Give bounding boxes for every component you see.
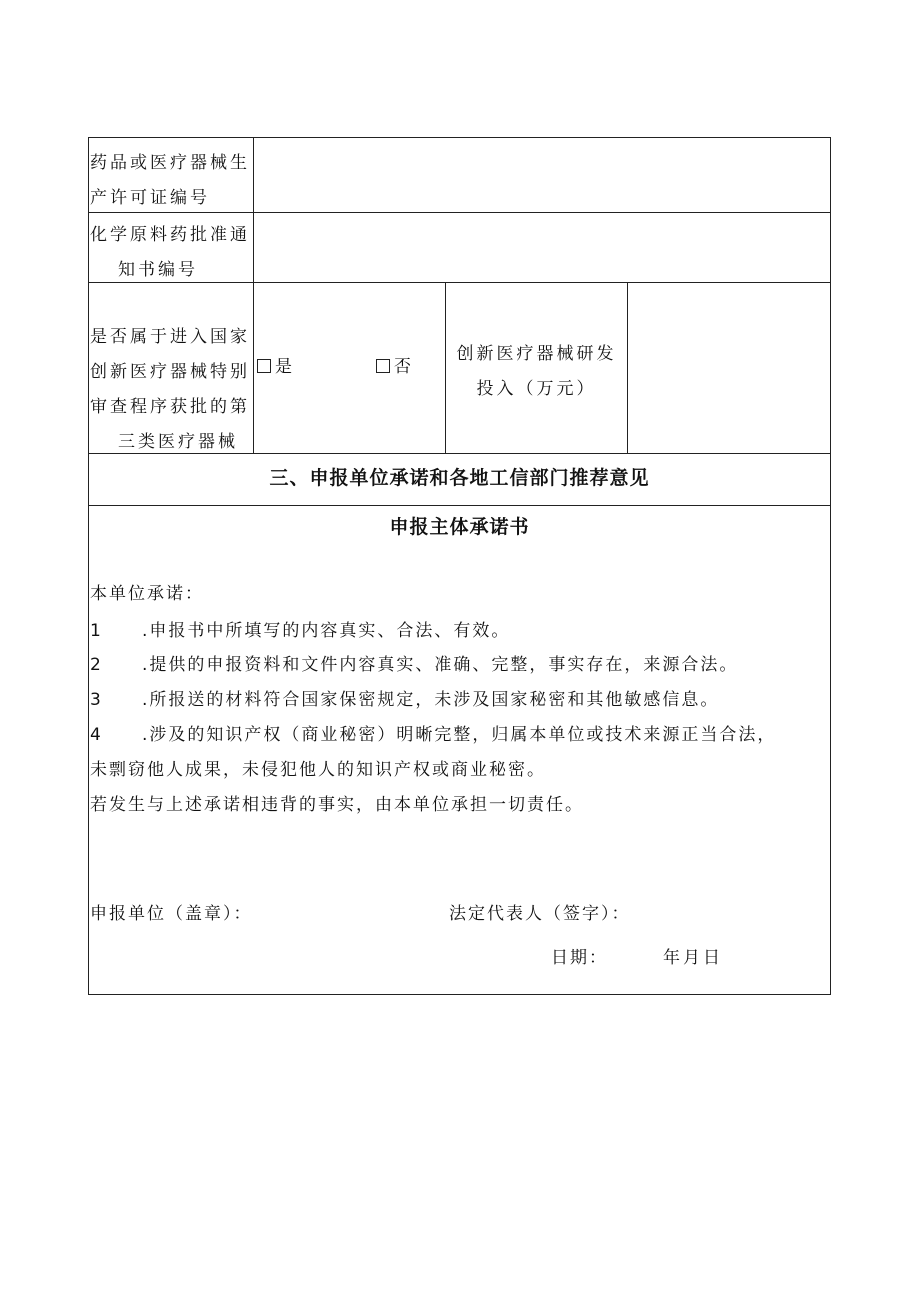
api-approval-value[interactable]: [254, 213, 830, 282]
license-number-value[interactable]: [254, 138, 830, 212]
option-yes[interactable]: 是: [257, 350, 294, 385]
option-no[interactable]: 否: [376, 350, 413, 385]
seal-label: 申报单位（盖章）：: [90, 904, 253, 924]
date-label: 日期：: [551, 948, 608, 968]
item-text: .所报送的材料符合国家保密规定，未涉及国家秘密和其他敏感信息。: [142, 690, 720, 710]
section-title: 三、申报单位承诺和各地工信部门推荐意见: [269, 467, 650, 489]
date-units: 年月日: [663, 948, 723, 968]
commitment-closing: 若发生与上述承诺相违背的事实，由本单位承担一切责任。: [90, 795, 584, 815]
item-text: .申报书中所填写的内容真实、合法、有效。: [142, 621, 511, 641]
item-text: .涉及的知识产权（商业秘密）明晰完整，归属本单位或技术来源正当合法，: [142, 725, 777, 745]
item-text: .提供的申报资料和文件内容真实、准确、完整，事实存在，来源合法。: [142, 655, 739, 675]
checkbox-icon[interactable]: [376, 359, 390, 373]
commitment-intro: 本单位承诺：: [90, 584, 204, 604]
checkbox-icon[interactable]: [257, 359, 271, 373]
legal-rep-label: 法定代表人（签字）：: [449, 904, 631, 924]
item-number: 2: [90, 655, 103, 675]
innovative-device-label: 是否属于进入国家 创新医疗器械特别 审查程序获批的第 三类医疗器械: [90, 327, 250, 452]
item-number: 4: [90, 725, 103, 745]
item-number: 3: [90, 690, 103, 710]
rd-investment-value[interactable]: [628, 283, 830, 453]
item-number: 1: [90, 621, 103, 641]
license-number-label: 药品或医疗器械生 产许可证编号: [90, 153, 250, 208]
rd-investment-label: 创新医疗器械研发 投入（万元）: [456, 344, 617, 399]
row-divider: [88, 505, 831, 506]
api-approval-label: 化学原料药批准通 知书编号: [90, 225, 250, 280]
item-text-continued: 未剽窃他人成果，未侵犯他人的知识产权或商业秘密。: [90, 760, 546, 780]
commitment-title: 申报主体承诺书: [389, 516, 530, 538]
